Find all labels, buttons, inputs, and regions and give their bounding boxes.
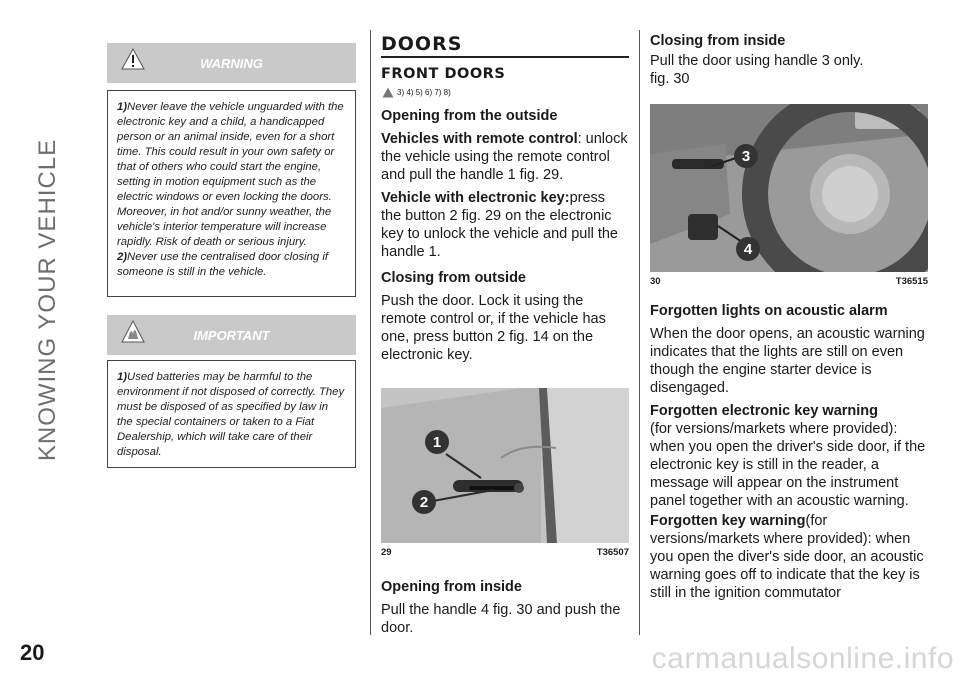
important-body (107, 360, 356, 468)
key-warning-paragraph: Forgotten key warning(for versions/markets where provided): when you open the diver's side door, an acoustic warning goes off to indicate that the key is still in the ignition commutator (650, 513, 924, 601)
electronic-key-paragraph: Vehicle with electronic key:press the button 2 fig. 29 on the electronic key to unlock the vehicle and pull the handle 1. (381, 190, 618, 260)
warning-triangle-icon (121, 48, 145, 70)
figure-29-caption (381, 547, 629, 558)
section-side-title: KNOWING YOUR VEHICLE (34, 138, 61, 462)
remote-control-paragraph: Vehicles with remote control: unlock the vehicle using the remote control and pull the handle 1 fig. 29. (381, 131, 628, 183)
warning-item: 1)Never leave the vehicle unguarded with the electronic key and a child, a handicapped person or an animal inside, even for a short time. This could result in your own safety or that of others who could start the engine, setting in motion equipment such as the electric windows or even locking the doors. Moreover, in hot and/or sunny weather, the vehicle's interior temperature will increase rapidly. Risk of death or serious injury. (117, 101, 344, 248)
important-item: 1)Used batteries may be harmful to the environment if not disposed of correctly. They must be disposed of as specified by law in the special containers or taken to a Fiat Dealership, which will take care of their disposal. (117, 371, 345, 458)
reference-notes: 3) 4) 5) 6) 7) 8) (382, 87, 629, 98)
figure-number: 29 (381, 547, 392, 558)
important-header (107, 315, 356, 355)
steering-wheel-illustration (650, 104, 928, 272)
callout-3: 3 (734, 144, 758, 168)
callout-2: 2 (412, 490, 436, 514)
opening-inside-heading: Opening from inside (381, 579, 522, 595)
heading-rule (381, 56, 629, 58)
closing-outside-paragraph: Push the door. Lock it using the remote control or, if the vehicle has one, press button 2 fig. 14 on the electronic key. (381, 293, 606, 363)
closing-outside-heading: Closing from outside (381, 270, 526, 286)
figure-29-door-handle (381, 388, 629, 543)
lights-alarm-paragraph: When the door opens, an acoustic warning indicates that the lights are still on even though the engine starter device is disengaged. (650, 326, 925, 396)
important-title: IMPORTANT (193, 327, 270, 343)
callout-1: 1 (425, 430, 449, 454)
opening-outside-heading: Opening from the outside (381, 108, 558, 124)
footer-watermark[interactable]: carmanualsonline.info (651, 642, 954, 675)
hand-triangle-icon (121, 320, 145, 344)
opening-inside-paragraph: Pull the handle 4 fig. 30 and push the door. (381, 602, 621, 636)
door-handle-illustration (381, 388, 629, 543)
column-divider (639, 30, 640, 635)
doors-heading: DOORS (381, 33, 463, 55)
warning-title: WARNING (200, 55, 263, 71)
warning-header (107, 43, 356, 83)
doors-column (381, 30, 629, 637)
figure-code: T36507 (596, 547, 629, 558)
figure-number: 30 (650, 276, 661, 287)
figure-30-caption (650, 276, 928, 287)
warning-item: 2)Never use the centralised door closing if someone is still in the vehicle. (117, 251, 328, 278)
electronic-key-warning-paragraph: Forgotten electronic key warning (for versions/markets where provided): when you open the driver's side door, if the electronic key is still in the reader, a message will appear on the instrument panel together with an acoustic warning. (650, 403, 926, 509)
figure-code: T36515 (895, 276, 928, 287)
warning-body (107, 90, 356, 297)
closing-inside-column (650, 30, 933, 602)
callout-4: 4 (736, 237, 760, 261)
figure-30-interior (650, 104, 928, 272)
front-doors-heading: FRONT DOORS (381, 66, 506, 82)
closing-inside-paragraph: Pull the door using handle 3 only. fig. 30 (650, 53, 864, 87)
lights-alarm-heading: Forgotten lights on acoustic alarm (650, 303, 888, 319)
closing-inside-heading: Closing from inside (650, 33, 786, 49)
page-number: 20 (20, 640, 45, 665)
column-divider (370, 30, 371, 635)
warning-small-icon (382, 87, 394, 98)
